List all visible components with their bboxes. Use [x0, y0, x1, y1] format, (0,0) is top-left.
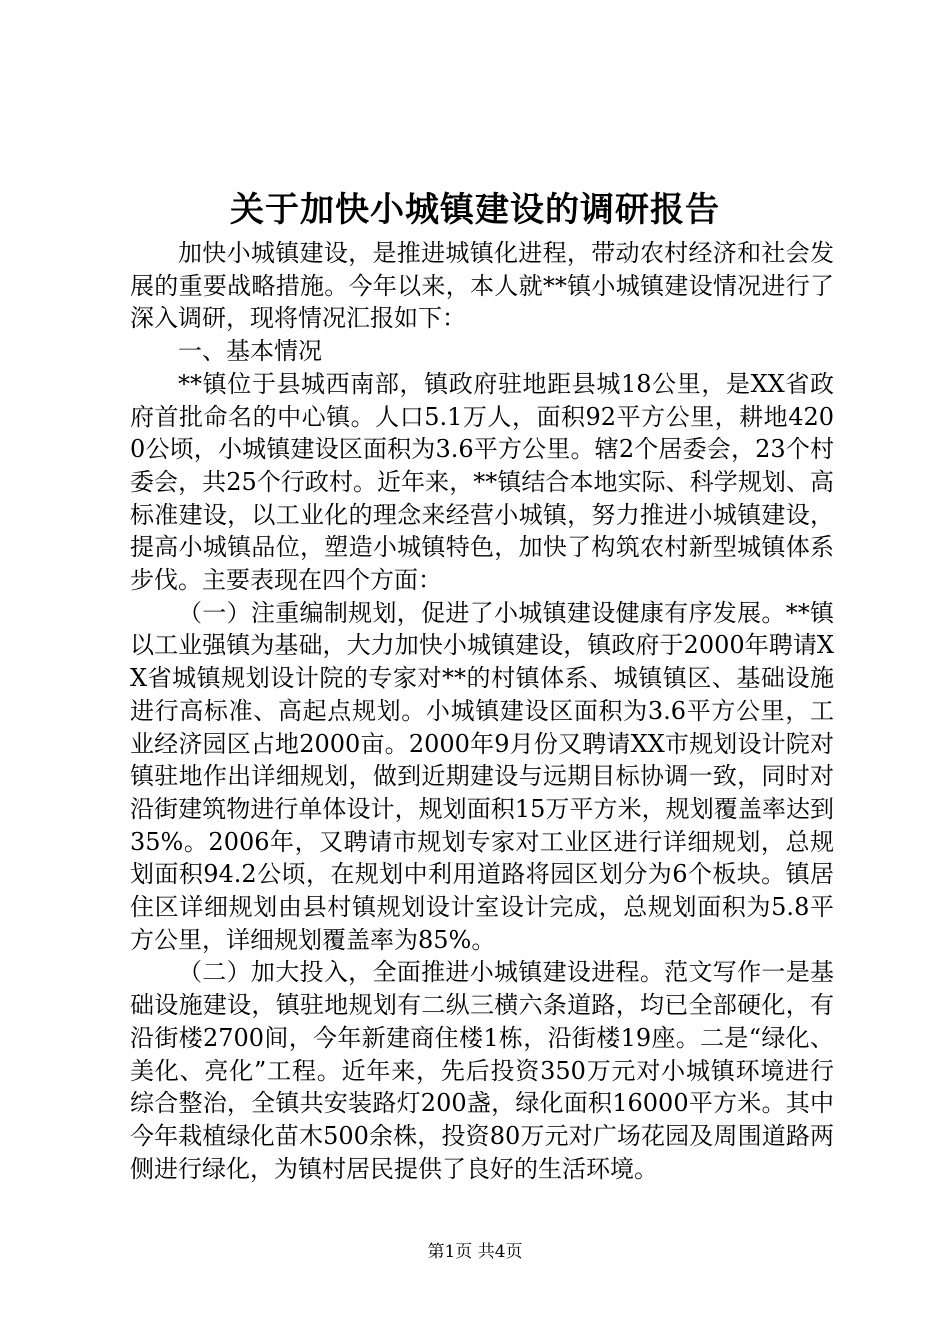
basic-situation-paragraph: **镇位于县城西南部，镇政府驻地距县城18公里，是XX省政府首批命名的中心镇。人口5.1万人，面积92平方公里，耕地4200公顷，小城镇建设区面积为3.6平方公里。辖2个居委会，23个村委会，共25个行政村。近年来，**镇结合本地实际、科学规划、高标准建设，以工业化的理念来经营小城镇，努力推进小城镇建设，提高小城镇品位，塑造小城镇特色，加快了构筑农村新型城镇体系步伐。主要表现在四个方面： — [130, 369, 834, 595]
page-footer: 第1页 共4页 — [427, 1242, 523, 1262]
document-title: 关于加快小城镇建设的调研报告 — [230, 190, 720, 230]
document-body — [130, 237, 834, 1185]
intro-paragraph: 加快小城镇建设，是推进城镇化进程，带动农村经济和社会发展的重要战略措施。今年以来，本人就**镇小城镇建设情况进行了深入调研，现将情况汇报如下： — [130, 239, 834, 333]
section-heading-basic-situation: 一、基本情况 — [178, 337, 322, 366]
planning-paragraph: （一）注重编制规划，促进了小城镇建设健康有序发展。**镇以工业强镇为基础，大力加快小城镇建设，镇政府于2000年聘请XX省城镇规划设计院的专家对**的村镇体系、城镇镇区、基础设施进行高标准、高起点规划。小城镇建设区面积为3.6平方公里，工业经济园区占地2000亩。2000年9月份又聘请XX市规划设计院对镇驻地作出详细规划，做到近期建设与远期目标协调一致，同时对沿街建筑物进行单体设计，规划面积15万平方米，规划覆盖率达到35%。2006年，又聘请市规划专家对工业区进行详细规划，总规划面积94.2公顷，在规划中利用道路将园区划分为6个板块。镇居住区详细规划由县村镇规划设计室设计完成，总规划面积为5.8平方公里，详细规划覆盖率为85%。 — [130, 598, 834, 954]
investment-paragraph: （二）加大投入，全面推进小城镇建设进程。范文写作一是基础设施建设，镇驻地规划有二纵三横六条道路，均已全部硬化，有沿街楼2700间，今年新建商住楼1栋，沿街楼19座。二是“绿化、美化、亮化”工程。近年来，先后投资350万元对小城镇环境进行综合整治，全镇共安装路灯200盏，绿化面积16000平方米。其中今年栽植绿化苗木500余株，投资80万元对广场花园及周围道路两侧进行绿化，为镇村居民提供了良好的生活环境。 — [130, 958, 834, 1183]
